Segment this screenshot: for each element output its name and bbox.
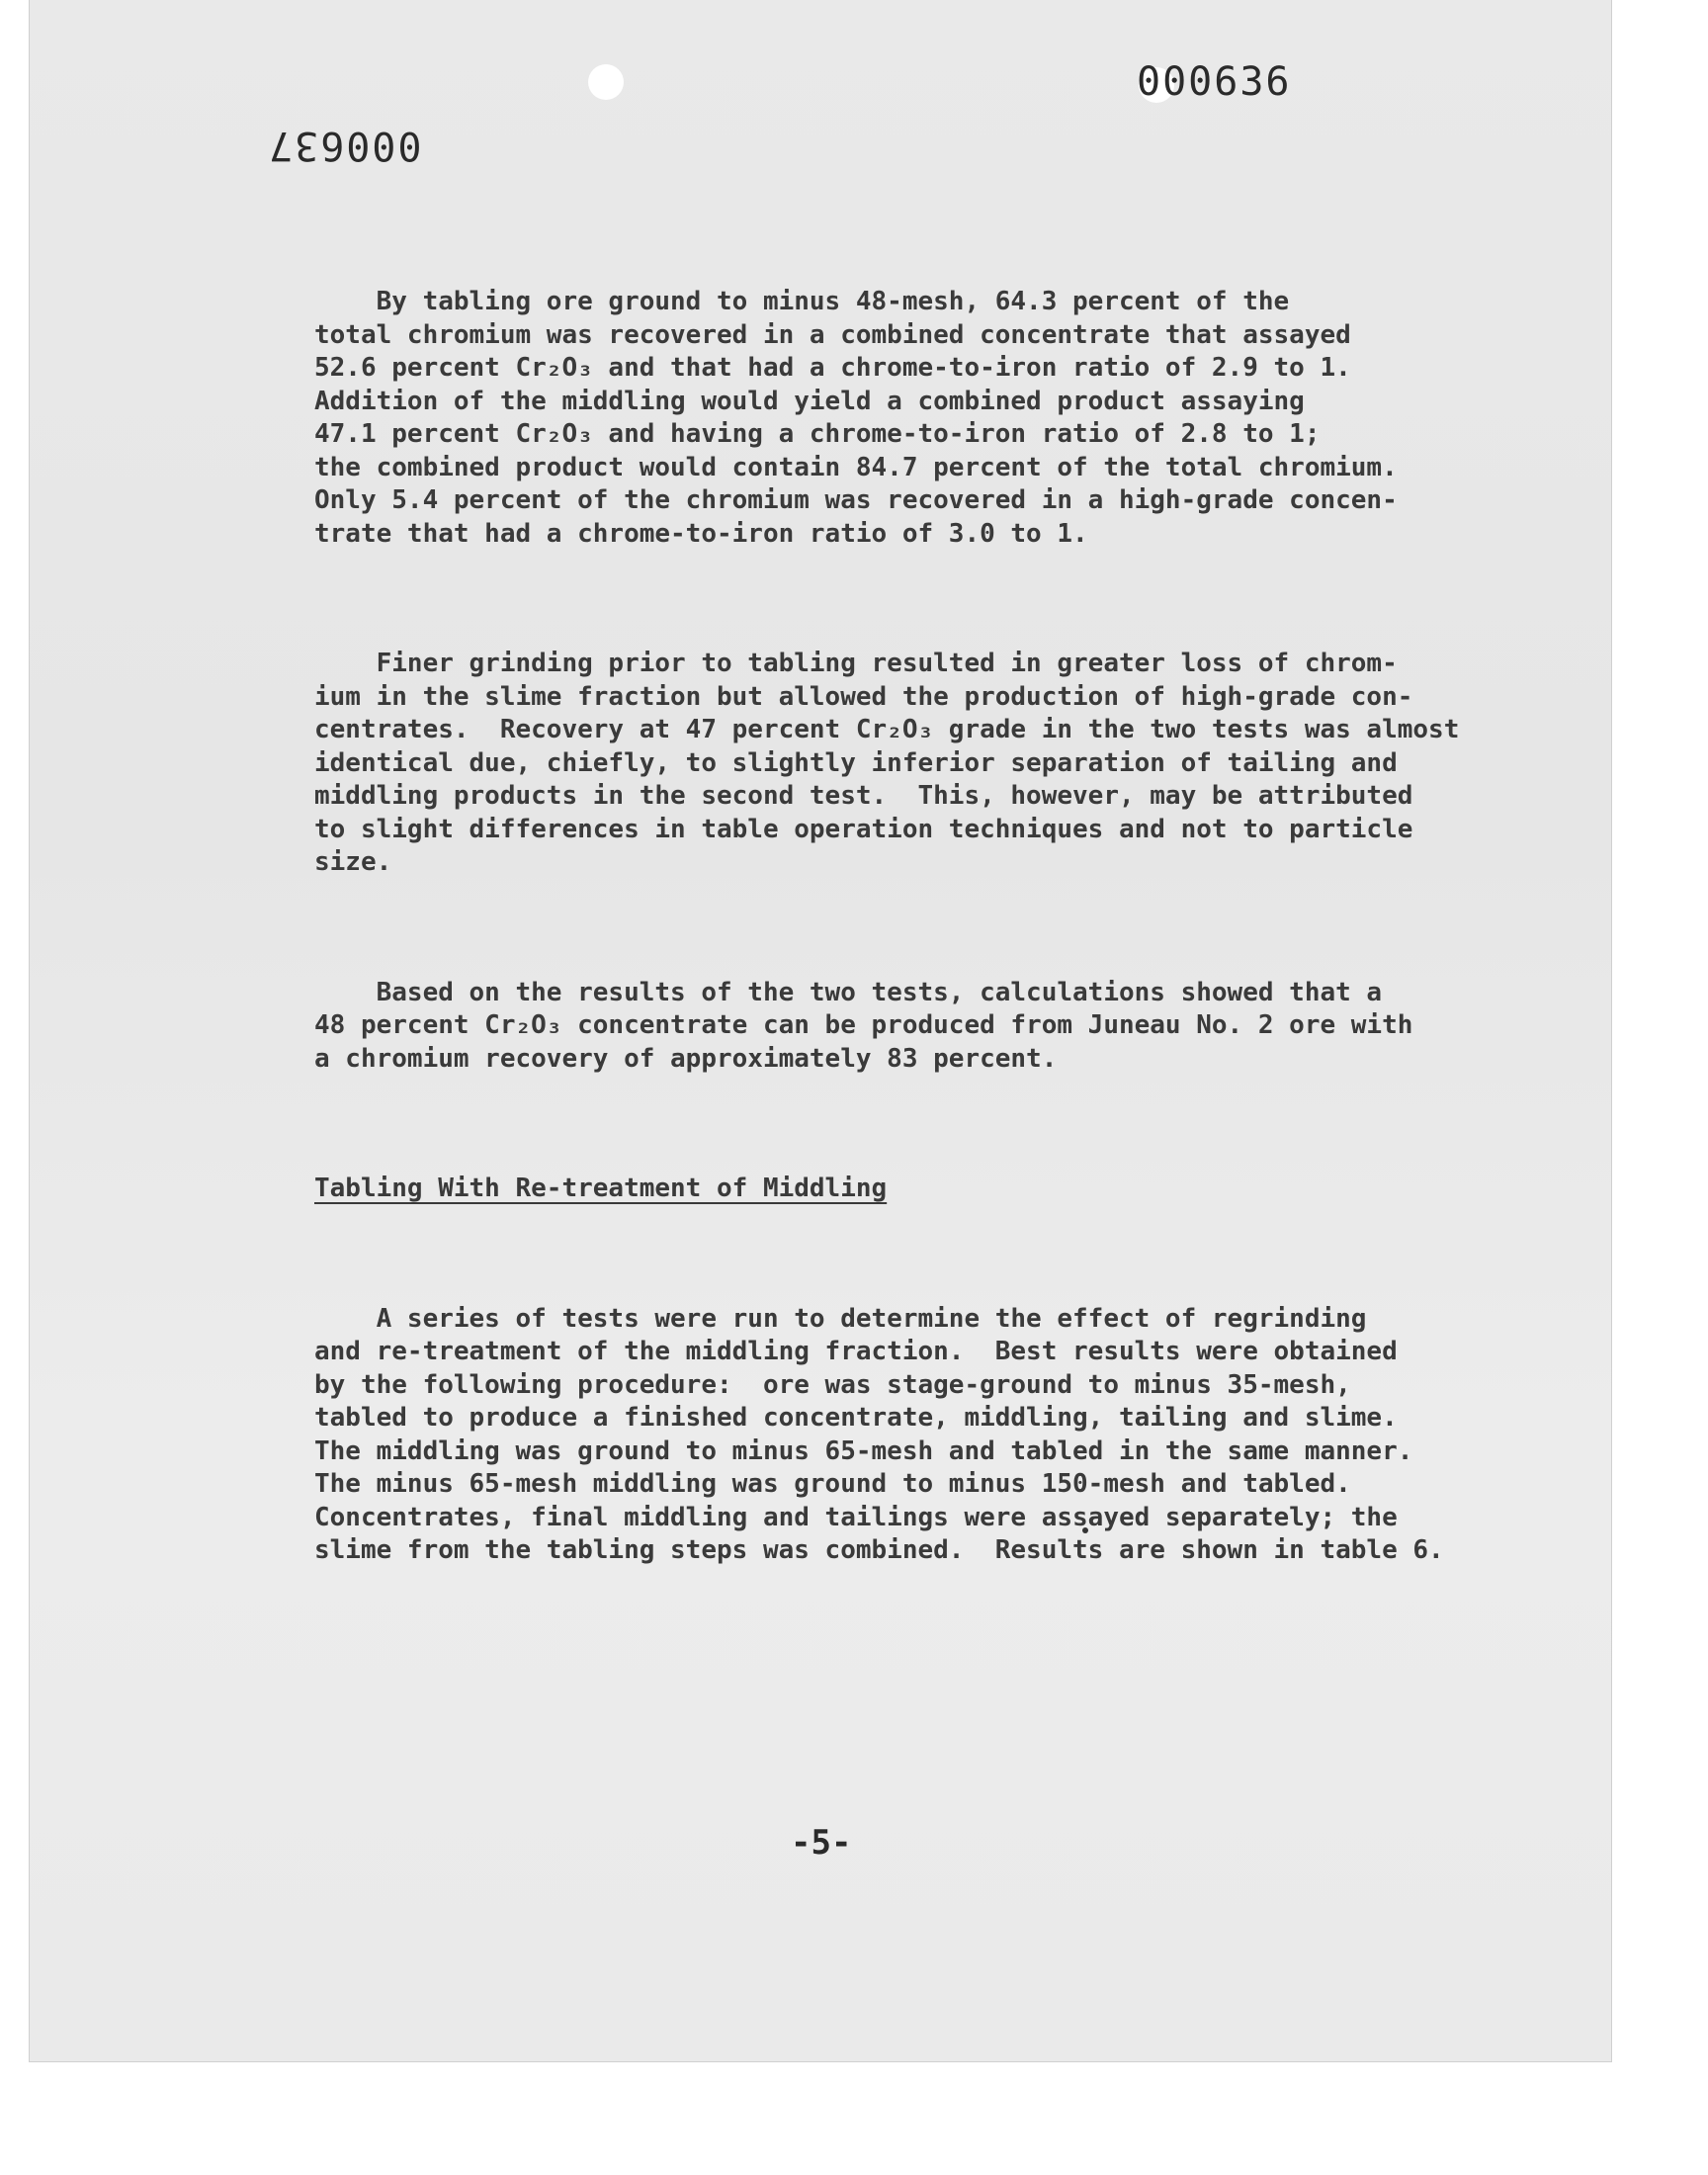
section-heading: Tabling With Re-treatment of Middling	[314, 1174, 888, 1203]
paragraph: Based on the results of the two tests, calculations showed that a 48 percent Cr₂O₃ concentrate can be produced from Juneau No. 2 ore with a chromium recovery of approximately 83 percent.	[314, 977, 1413, 1074]
page-number: -5-	[791, 1823, 852, 1863]
paragraph: Finer grinding prior to tabling resulted in greater loss of chrom- ium in the slime fraction but allowed the production of high-grade con- centrates. Recovery at 47 percent Cr₂O₃ grade in the two tests was almost identical due, chiefly, to slightly inferior separation of tailing and middling products in the second test. This, however, may be attributed to slight differences in table operation techniques and not to particle size.	[314, 649, 1460, 877]
document-body	[314, 219, 1540, 1631]
inverted-document-number-stamp: 000637	[267, 123, 422, 168]
document-number-stamp: 000636	[1137, 59, 1292, 105]
paragraph: A series of tests were run to determine the effect of regrinding and re-treatment of the middling fraction. Best results were obtained by the following procedure: ore was stage-ground to minus 35-mesh, tabled to produce a finished concentrate, middling, tailing and slime. The middling was ground to minus 65-mesh and tabled in the same manner. The minus 65-mesh middling was ground to minus 150-mesh and tabled. Concentrates, final middling and tailings were assayed separately; the slime from the tabling steps was combined. Results are shown in table 6.	[314, 1303, 1444, 1565]
paragraph: By tabling ore ground to minus 48-mesh, 64.3 percent of the total chromium was recovered in a combined concentrate that assayed 52.6 percent Cr₂O₃ and that had a chrome-to-iron ratio of 2.9 to 1. Addition of the middling would yield a combined product assaying 47.1 percent Cr₂O₃ and having a chrome-to-iron ratio of 2.8 to 1; the combined product would contain 84.7 percent of the total chromium. Only 5.4 percent of the chromium was recovered in a high-grade concen- trate that had a chrome-to-iron ratio of 3.0 to 1.	[314, 287, 1398, 549]
punch-hole	[588, 64, 624, 100]
